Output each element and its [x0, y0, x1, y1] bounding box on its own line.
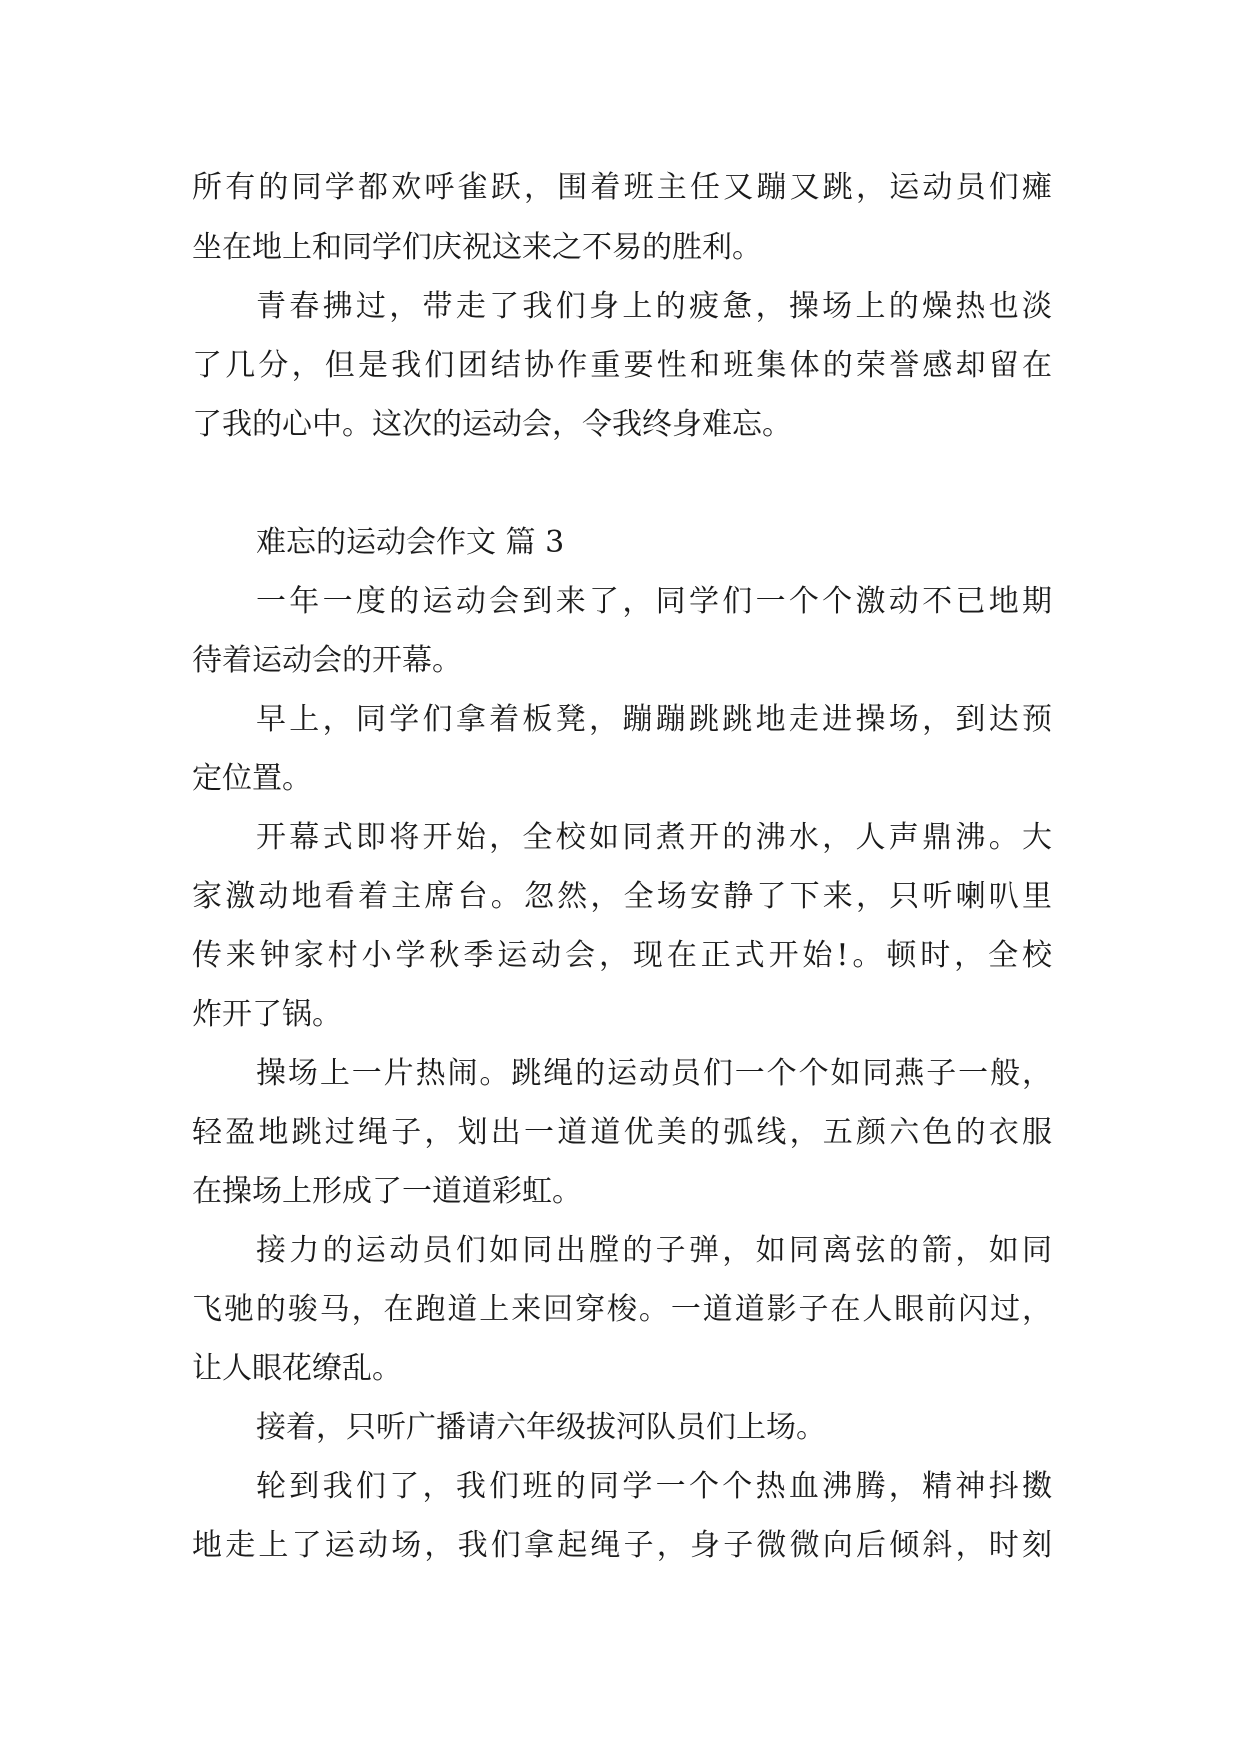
text-line: 地走上了运动场，我们拿起绳子，身子微微向后倾斜，时刻 [192, 1528, 1052, 1563]
text-line: 坐在地上和同学们庆祝这来之不易的胜利。 [192, 230, 762, 265]
text-line: 青春拂过，带走了我们身上的疲惫，操场上的燥热也淡 [256, 289, 1052, 324]
text-line: 所有的同学都欢呼雀跃，围着班主任又蹦又跳，运动员们瘫 [192, 170, 1052, 205]
text-line: 炸开了锅。 [192, 997, 342, 1032]
text-line: 传来钟家村小学秋季运动会，现在正式开始!。顿时，全校 [192, 938, 1052, 973]
text-line: 接力的运动员们如同出膛的子弹，如同离弦的箭，如同 [256, 1233, 1052, 1268]
text-line: 轮到我们了，我们班的同学一个个热血沸腾，精神抖擞 [256, 1469, 1052, 1504]
text-line: 一年一度的运动会到来了，同学们一个个激动不已地期 [256, 584, 1052, 619]
section-heading: 难忘的运动会作文 篇 3 [256, 525, 565, 560]
text-line: 早上，同学们拿着板凳，蹦蹦跳跳地走进操场，到达预 [256, 702, 1052, 737]
text-line: 了几分，但是我们团结协作重要性和班集体的荣誉感却留在 [192, 348, 1052, 383]
text-line: 在操场上形成了一道道彩虹。 [192, 1174, 582, 1209]
text-line: 定位置。 [192, 761, 312, 796]
text-line: 家激动地看着主席台。忽然，全场安静了下来，只听喇叭里 [192, 879, 1052, 914]
text-line: 轻盈地跳过绳子，划出一道道优美的弧线，五颜六色的衣服 [192, 1115, 1052, 1150]
text-line: 飞驰的骏马，在跑道上来回穿梭。一道道影子在人眼前闪过， [192, 1292, 1052, 1327]
text-line: 了我的心中。这次的运动会，令我终身难忘。 [192, 407, 792, 442]
text-line: 让人眼花缭乱。 [192, 1351, 402, 1386]
text-line: 操场上一片热闹。跳绳的运动员们一个个如同燕子一般， [256, 1056, 1052, 1091]
text-line: 开幕式即将开始，全校如同煮开的沸水，人声鼎沸。大 [256, 820, 1052, 855]
text-line: 待着运动会的开幕。 [192, 643, 462, 678]
text-line: 接着，只听广播请六年级拔河队员们上场。 [256, 1410, 826, 1445]
